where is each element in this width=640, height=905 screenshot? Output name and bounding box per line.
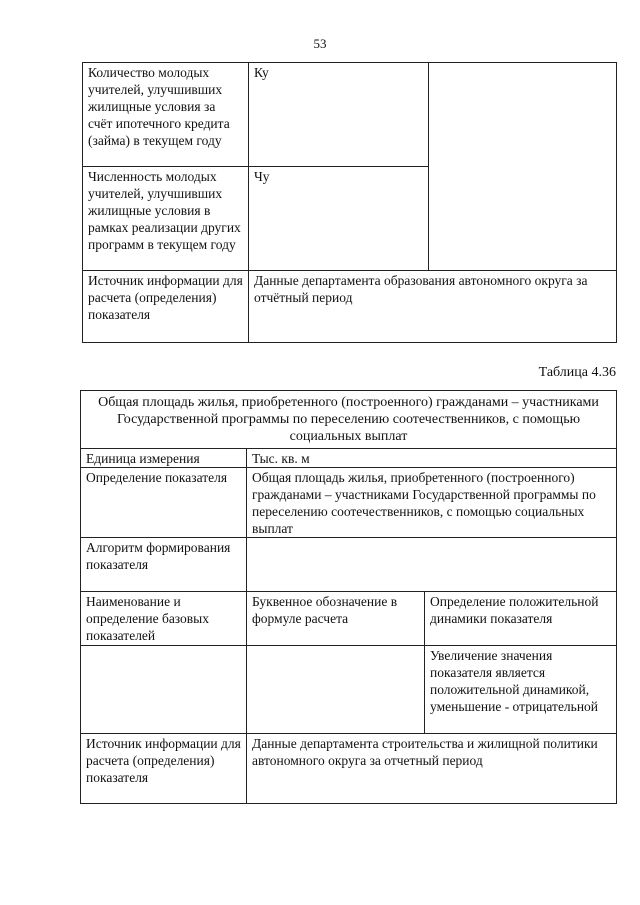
indicator-table-continuation — [82, 62, 617, 343]
base-indicator-label: Количество молодых учителей, улучшивших жилищные условия за счёт ипотечного кредита (займа) в текущем году — [83, 63, 249, 167]
definition-label: Определение показателя — [81, 468, 247, 538]
empty-cell — [81, 646, 247, 734]
page-number: 53 — [313, 36, 327, 51]
base-indicators-label: Наименование и определение базовых показателей — [81, 592, 247, 646]
base-indicator-symbol: Чу — [249, 167, 429, 271]
unit-label: Единица измерения — [81, 449, 247, 468]
indicator-table — [80, 390, 617, 804]
symbol-header: Буквенное обозначение в формуле расчета — [247, 592, 425, 646]
algorithm-label: Алгоритм формирования показателя — [81, 538, 247, 592]
base-indicator-label: Численность молодых учителей, улучшивших жилищные условия в рамках реализации других программ в текущем году — [83, 167, 249, 271]
source-label: Источник информации для расчета (определения) показателя — [81, 734, 247, 804]
definition-value: Общая площадь жилья, приобретенного (построенного) гражданами – участниками Государственной программы по переселению соотечественников, с помощью социальных выплат — [247, 468, 617, 538]
table-caption: Таблица 4.36 — [538, 365, 616, 380]
unit-value: Тыс. кв. м — [247, 449, 617, 468]
dynamics-value: Увеличение значения показателя является положительной динамикой, уменьшение - отрицательной — [425, 646, 617, 734]
source-value: Данные департамента образования автономного округа за отчётный период — [249, 271, 617, 343]
algorithm-value — [247, 538, 617, 592]
source-label: Источник информации для расчета (определения) показателя — [83, 271, 249, 343]
empty-cell — [247, 646, 425, 734]
empty-cell — [429, 63, 617, 271]
source-value: Данные департамента строительства и жилищной политики автономного округа за отчетный период — [247, 734, 617, 804]
dynamics-header: Определение положительной динамики показателя — [425, 592, 617, 646]
table-title: Общая площадь жилья, приобретенного (построенного) гражданами – участниками Государственной программы по переселению соотечественников, с помощью социальных выплат — [81, 391, 617, 449]
base-indicator-symbol: Ку — [249, 63, 429, 167]
